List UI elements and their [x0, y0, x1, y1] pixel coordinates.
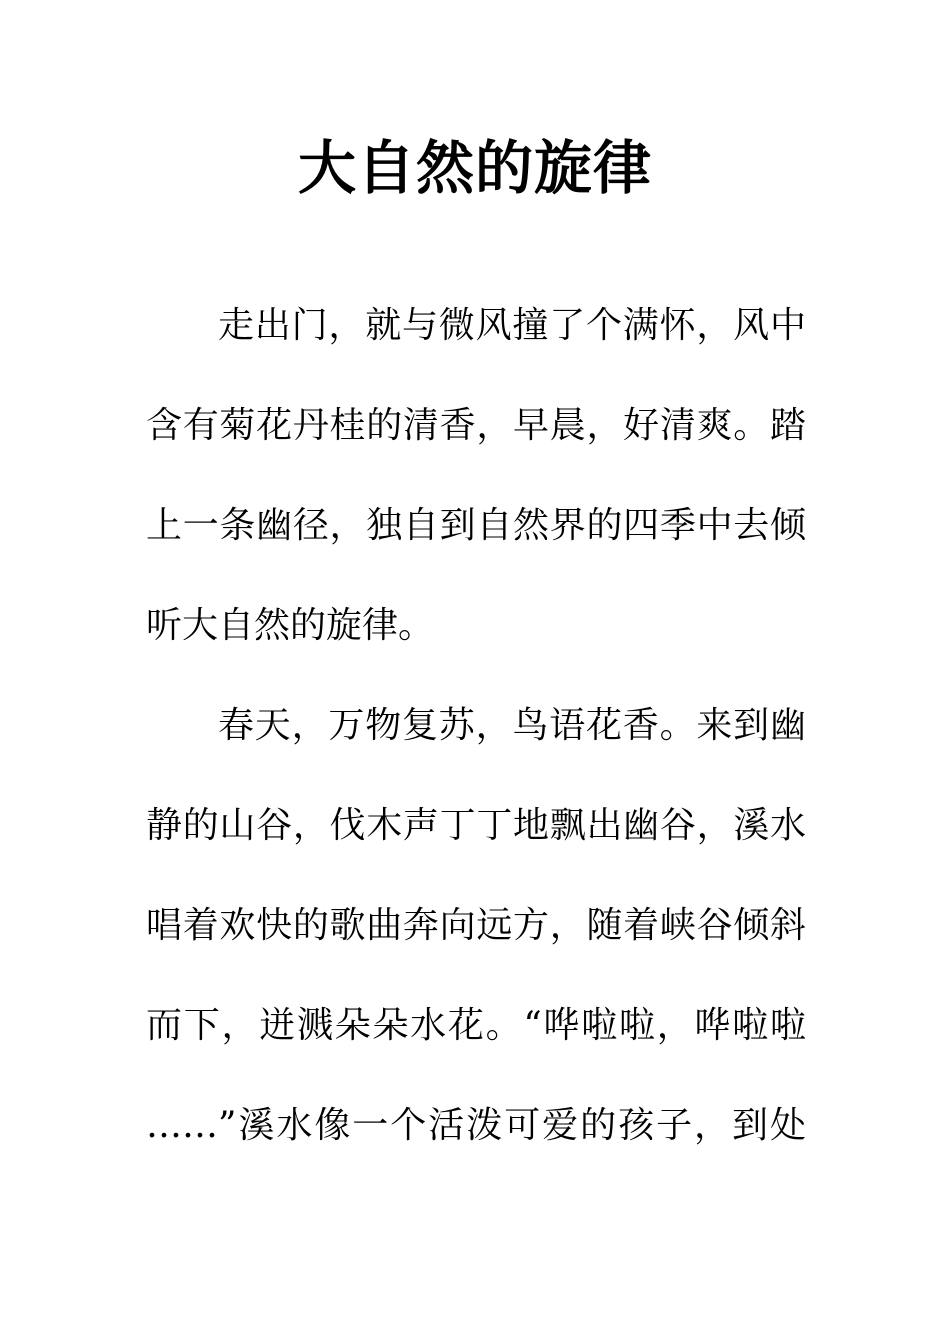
paragraph-line: 上一条幽径，独自到自然界的四季中去倾 — [146, 505, 806, 546]
paragraph-line: 唱着欢快的歌曲奔向远方，随着峡谷倾斜 — [146, 905, 806, 946]
paragraph-line: 走出门，就与微风撞了个满怀，风中 — [218, 305, 806, 346]
paragraph-line: 含有菊花丹桂的清香，早晨，好清爽。踏 — [146, 405, 806, 446]
paragraph-line: 春天，万物复苏，鸟语花香。来到幽 — [218, 705, 806, 746]
paragraph-line: ……”溪水像一个活泼可爱的孩子，到处 — [146, 1105, 806, 1146]
paragraph-line: 听大自然的旋律。 — [146, 605, 435, 646]
page-title: 大自然的旋律 — [297, 134, 652, 202]
paragraph-line: 静的山谷，伐木声丁丁地飘出幽谷，溪水 — [146, 805, 806, 846]
paragraph-line: 而下，迸溅朵朵水花。“哗啦啦，哗啦啦 — [146, 1005, 806, 1046]
